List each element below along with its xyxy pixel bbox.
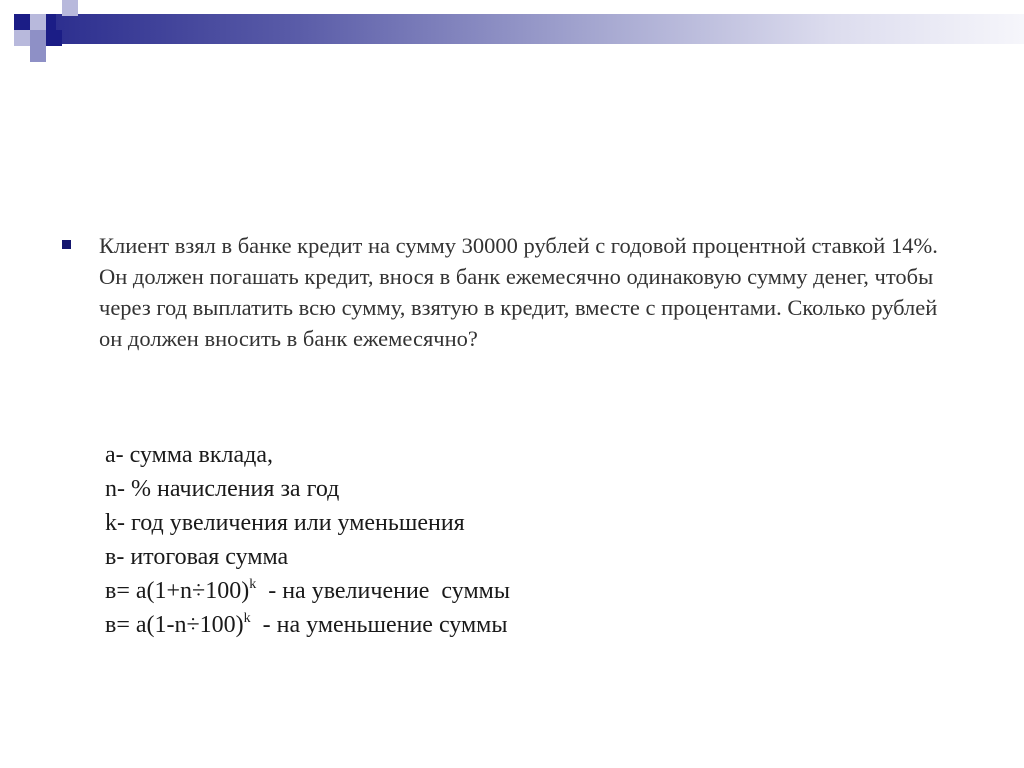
header-square-decoration — [46, 14, 56, 30]
formula-increase-base: в= а(1+n÷100) — [105, 578, 250, 604]
formula-decrease-description: - на уменьшение суммы — [250, 612, 508, 638]
problem-text: Клиент взял в банке кредит на сумму 30000 рублей с годовой процентной ставкой 14%. Он должен погашать кредит, внося в банк ежемесячно одинаковую сумму денег, чтобы через год выплатить всю сумму, взятую в кредит, вместе с процентами. Сколько рублей он должен вносить в банк ежемесячно? — [99, 233, 938, 351]
bullet-square-icon — [62, 240, 71, 249]
formula-decrease-exponent: k — [243, 611, 251, 626]
formula-block — [105, 438, 805, 642]
header-square-decoration — [30, 46, 46, 62]
definition-line: n- % начисления за год — [105, 476, 340, 502]
formula-decrease — [105, 608, 805, 642]
header-square-decoration — [62, 0, 78, 16]
definition-line: k- год увеличения или уменьшения — [105, 510, 465, 536]
formula-increase — [105, 574, 805, 608]
header-square-decoration — [30, 14, 46, 30]
header-square-decoration — [14, 14, 30, 30]
header-square-decoration — [14, 30, 30, 46]
definition-line: а- сумма вклада, — [105, 442, 274, 468]
header-square-decoration — [30, 30, 46, 46]
formula-increase-description: - на увеличение суммы — [256, 578, 510, 604]
definition-line: в- итоговая сумма — [105, 544, 289, 570]
formula-increase-exponent: k — [249, 577, 257, 592]
header-square-decoration — [46, 30, 62, 46]
formula-decrease-base: в= а(1-n÷100) — [105, 612, 244, 638]
header-gradient-bar — [56, 14, 1024, 44]
